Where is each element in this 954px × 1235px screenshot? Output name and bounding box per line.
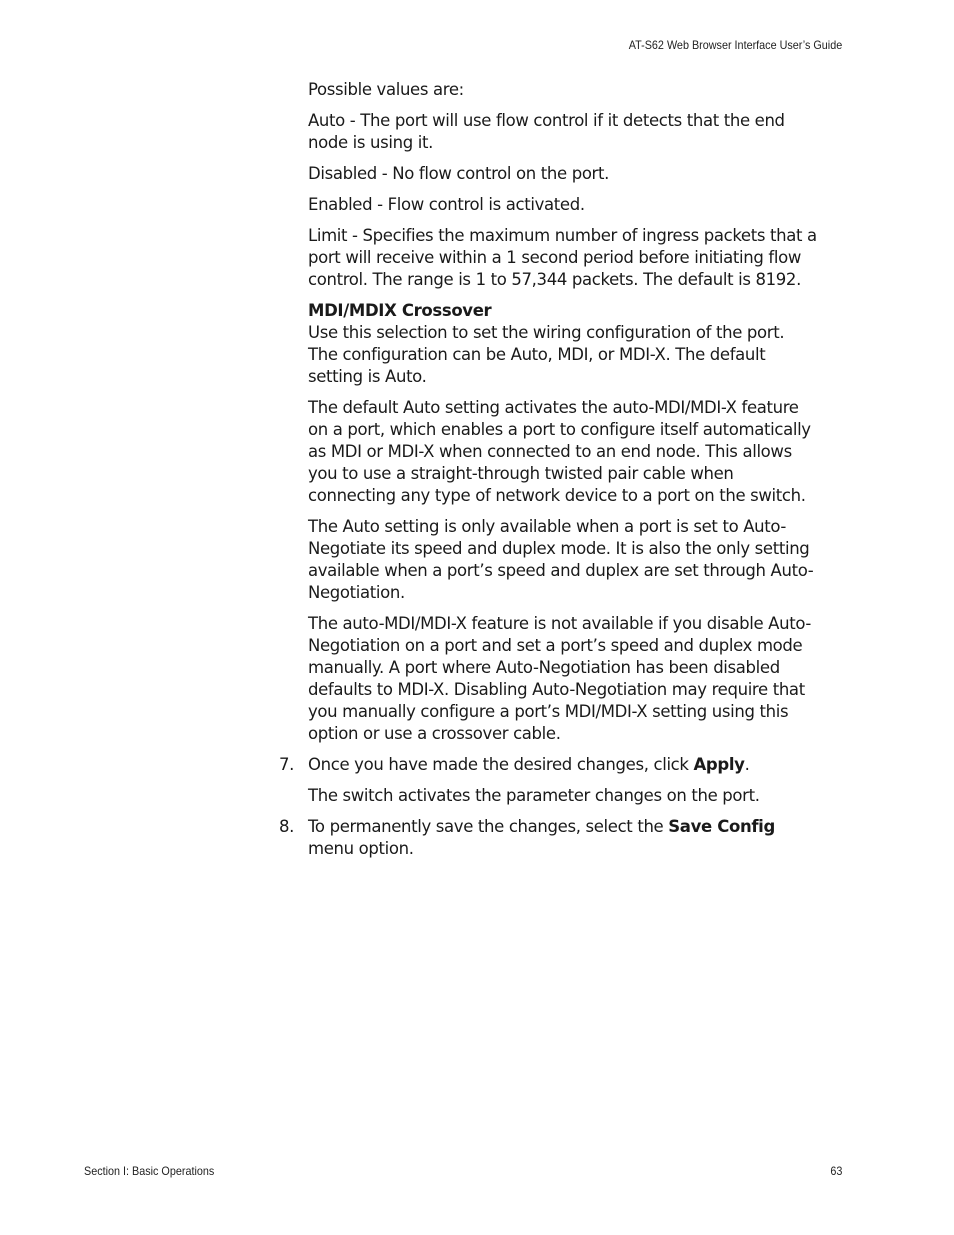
step-text: Once you have made the desired changes, click [308, 755, 694, 774]
step-8 [279, 816, 818, 860]
value-disabled: Disabled - No flow control on the port. [308, 164, 610, 183]
mdi-description: Use this selection to set the wiring configuration of the port. The configuration can be Auto, MDI, or MDI-X. The default setting is Auto. [308, 323, 785, 386]
step-7 [279, 754, 818, 776]
step-number: 8. [279, 817, 295, 836]
step-text: To permanently save the changes, select the [308, 817, 669, 836]
step-text-end: . [744, 755, 750, 774]
step-number: 7. [279, 755, 295, 774]
mdi-not-available: The auto-MDI/MDI-X feature is not available if you disable Auto-Negotiation on a port and set a port’s speed and duplex mode manually. A port where Auto-Negotiation has been disabled defaults to MDI-X. Disabling Auto-Negotiation may require that you manually configure a port’s MDI/MDI-X setting using this option or use a crossover cable. [308, 614, 811, 743]
footer-section: Section I: Basic Operations [84, 1164, 215, 1178]
step-7-note: The switch activates the parameter changes on the port. [308, 786, 760, 805]
apply-term: Apply [693, 755, 745, 774]
running-header: AT-S62 Web Browser Interface User’s Guide [628, 38, 842, 52]
main-content [279, 79, 818, 869]
mdi-heading: MDI/MDIX Crossover [308, 301, 492, 320]
page-number: 63 [829, 1164, 842, 1178]
value-auto: Auto - The port will use flow control if it detects that the end node is using it. [308, 111, 785, 152]
mdi-auto-only: The Auto setting is only available when a port is set to Auto-Negotiate its speed and duplex mode. It is also the only setting available when a port’s speed and duplex are set through Auto-Negotiation. [308, 517, 814, 602]
save-config-term: Save Config [668, 817, 775, 836]
value-limit: Limit - Specifies the maximum number of ingress packets that a port will receive within a 1 second period before initiating flow control. The range is 1 to 57,344 packets. The default is 8192. [308, 226, 817, 289]
value-enabled: Enabled - Flow control is activated. [308, 195, 585, 214]
mdi-auto-default: The default Auto setting activates the auto-MDI/MDI-X feature on a port, which enables a port to configure itself automatically as MDI or MDI-X when connected to an end node. This allows you to use a straight-through twisted pair cable when connecting any type of network device to a port on the switch. [308, 398, 811, 505]
step-text-end: menu option. [308, 839, 414, 858]
possible-values-intro: Possible values are: [308, 80, 464, 99]
